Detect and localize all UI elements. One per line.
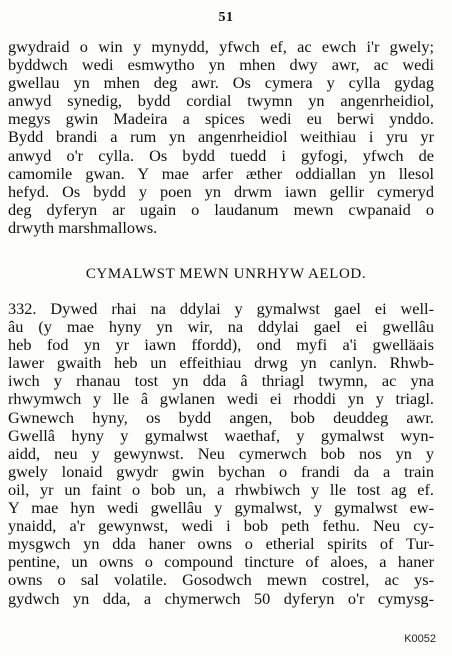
text-line: camomile gwan. Y mae arfer æther oddiallan yn llesol (8, 164, 434, 183)
page-number: 51 (218, 10, 234, 25)
text-line: gydwch yn dda, a chymerwch 50 dyferyn o'r cymysg- (8, 589, 434, 608)
text-line: gwellau yn mhen deg awr. Os cymera y cylla gydag (8, 74, 434, 93)
text-line: oil, yr un faint o bob un, a rhwbiwch y lle tost ag ef. (8, 480, 434, 499)
text-line: byddwch wedi esmwytho yn mhen dwy awr, ac wedi (8, 56, 434, 75)
text-line: Gwnewch hyny, os bydd angen, bob deuddeg awr. (8, 408, 434, 427)
text-line: heb fod yn yr iawn ffordd), ond myfi a'i gwelläais (8, 336, 434, 355)
text-line: anwyd o'r cylla. Os bydd tuedd i gyfogi, yfwch de (8, 146, 434, 165)
section-heading: CYMALWST MEWN UNRHYW AELOD. (85, 266, 367, 282)
text-line: aidd, neu y gewynwst. Neu cymerwch bob nos yn y (8, 444, 434, 463)
text-line: Gwellâ hyny y gymalwst waethaf, y gymalwst wyn- (8, 426, 434, 445)
text-line: megys gwin Madeira a spices wedi eu berwi ynddo. (8, 110, 434, 129)
text-line: 332. Dywed rhai na ddylai y gymalwst gael ei well- (8, 300, 434, 318)
text-line: hefyd. Os bydd y poen yn drwm iawn gellir cymeryd (8, 182, 434, 201)
top-paragraph (8, 38, 434, 237)
text-line: iwch y rhanau tost yn dda â thriagl twymn, ac yna (8, 372, 434, 391)
text-line: rhwymwch y lle â gwlanen wedi ei rhoddi yn y triagl. (8, 390, 434, 409)
text-line: mysgwch yn dda haner owns o etherial spirits of Tur- (8, 535, 434, 554)
bottom-paragraph (8, 300, 434, 608)
text-line: ynaidd, a'r gewynwst, wedi i bob peth fethu. Neu cy- (8, 517, 434, 536)
text-line: anwyd synedig, bydd cordial twymn yn angenrheidiol, (8, 92, 434, 111)
text-line: Bydd brandi a rum yn angenrheidiol weithiau i yru yr (8, 128, 434, 147)
page-id-label: K0052 (404, 633, 436, 645)
text-line: deg dyferyn ar ugain o laudanum mewn cwpanaid o (8, 200, 434, 219)
text-line: pentine, un owns o compound tincture of aloes, a haner (8, 553, 434, 572)
text-line: gwely lonaid gwydr gwin bychan o frandi da a train (8, 462, 434, 481)
text-line: owns o sal volatile. Gosodwch mewn costrel, ac ys- (8, 571, 434, 590)
text-line: âu (y mae hyny yn wir, na ddylai gael ei gwellâu (8, 318, 434, 337)
text-line: Y mae hyn wedi gwellâu y gymalwst, y gymalwst ew- (8, 499, 434, 518)
text-line: gwydraid o win y mynydd, yfwch ef, ac ewch i'r gwely; (8, 38, 434, 56)
text-line: drwyth marshmallows. (8, 218, 158, 237)
text-line: lawer gwaith heb un effeithiau drwg yn canlyn. Rhwb- (8, 354, 434, 373)
